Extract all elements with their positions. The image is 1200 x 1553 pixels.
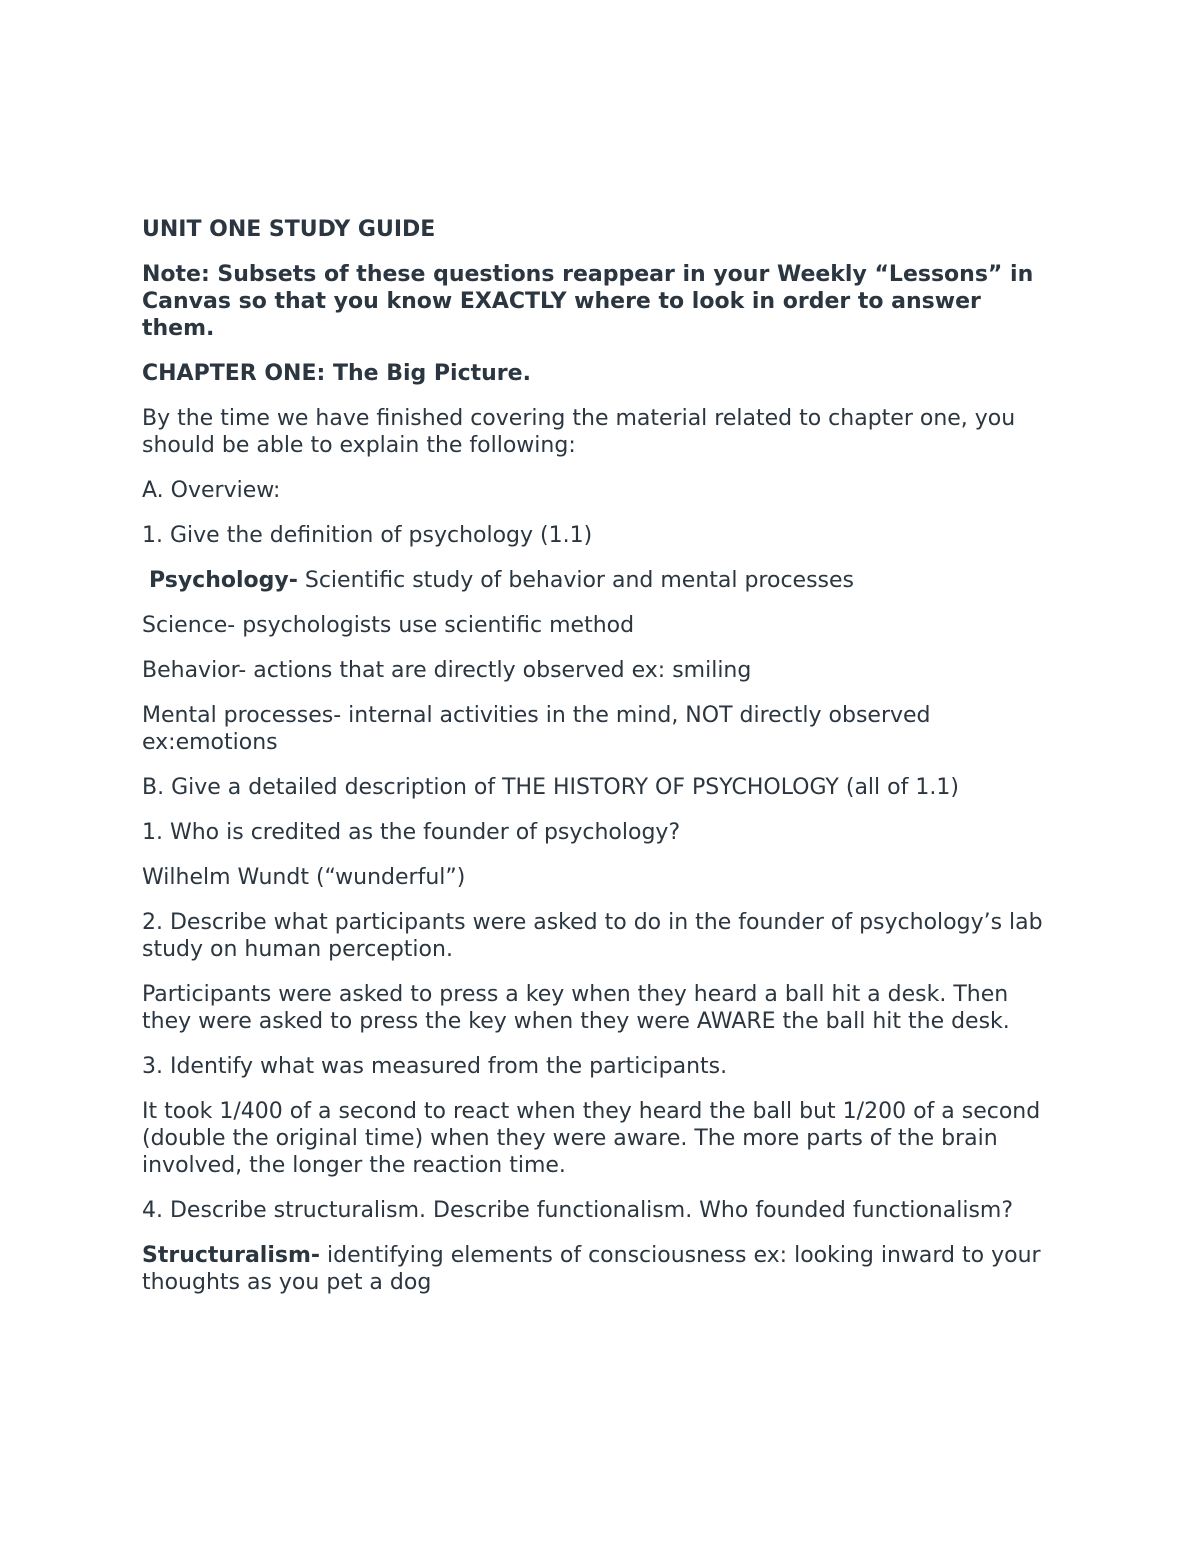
structuralism-term: Structuralism-: [142, 1243, 321, 1268]
structuralism-def-text: identifying elements of consciousness ex: looking inward to your thoughts as you pet a dog: [142, 1243, 1041, 1295]
science-definition: Science- psychologists use scientific method: [142, 613, 635, 638]
answer-b3: It took 1/400 of a second to react when they heard the ball but 1/200 of a second (double the original time) when they were aware. The more parts of the brain involved, the longer the reaction time.: [142, 1099, 1041, 1178]
structuralism-definition: [142, 1242, 1057, 1296]
note-paragraph: Note: Subsets of these questions reappear in your Weekly “Lessons” in Canvas so that you know EXACTLY where to look in order to answer them.: [142, 262, 1034, 341]
document-page: [142, 216, 1057, 1314]
psychology-definition: [142, 567, 1057, 594]
psychology-term: Psychology-: [149, 568, 298, 593]
question-b3: 3. Identify what was measured from the participants.: [142, 1054, 728, 1079]
question-a1: 1. Give the definition of psychology (1.1): [142, 523, 593, 548]
mental-processes-definition: Mental processes- internal activities in the mind, NOT directly observed ex:emotions: [142, 703, 931, 755]
chapter-heading: CHAPTER ONE: The Big Picture.: [142, 361, 531, 386]
intro-paragraph: By the time we have finished covering the material related to chapter one, you should be able to explain the following:: [142, 406, 1016, 458]
question-b4: 4. Describe structuralism. Describe functionalism. Who founded functionalism?: [142, 1198, 1014, 1223]
section-a-heading: A. Overview:: [142, 478, 281, 503]
question-b1: 1. Who is credited as the founder of psychology?: [142, 820, 681, 845]
psychology-def-text: Scientific study of behavior and mental processes: [297, 568, 855, 593]
answer-b1: Wilhelm Wundt (“wunderful”): [142, 865, 466, 890]
answer-b2: Participants were asked to press a key when they heard a ball hit a desk. Then they were asked to press the key when they were AWARE the ball hit the desk.: [142, 982, 1010, 1034]
section-b-heading: B. Give a detailed description of THE HISTORY OF PSYCHOLOGY (all of 1.1): [142, 775, 959, 800]
question-b2: 2. Describe what participants were asked to do in the founder of psychology’s lab study on human perception.: [142, 910, 1043, 962]
behavior-definition: Behavior- actions that are directly observed ex: smiling: [142, 658, 752, 683]
document-title: UNIT ONE STUDY GUIDE: [142, 217, 436, 242]
